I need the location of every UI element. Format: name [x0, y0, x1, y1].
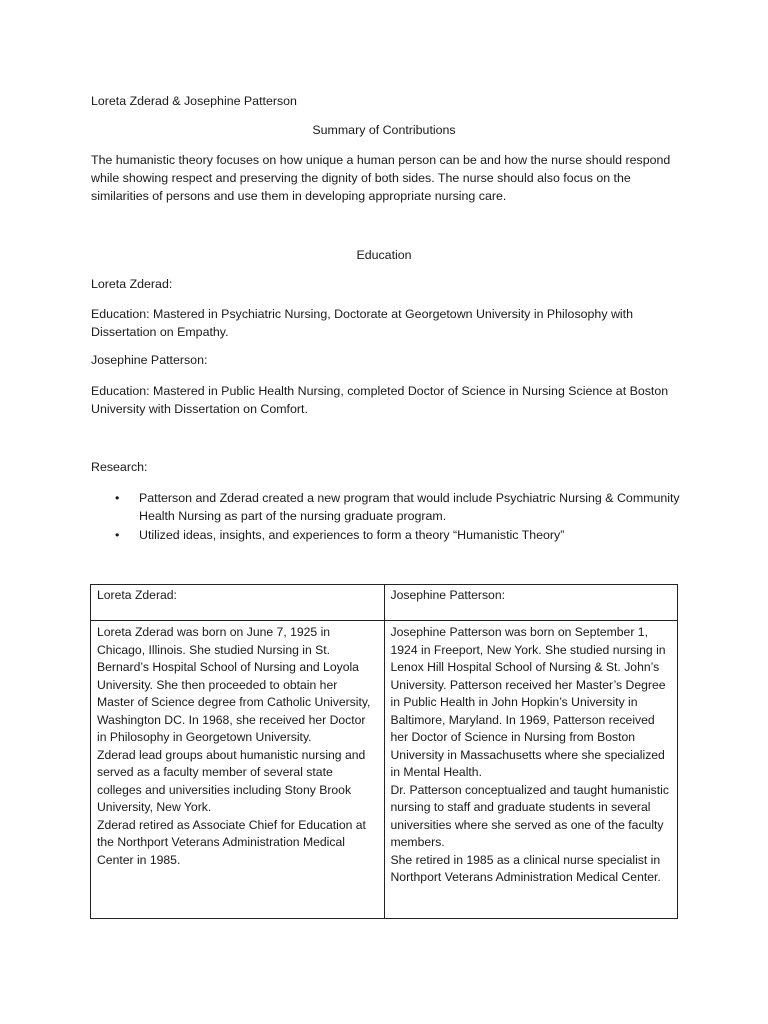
research-label: Research:: [91, 460, 148, 474]
table-row: [91, 621, 678, 919]
patterson-bio-cell: [384, 621, 678, 919]
bullet-icon: •: [115, 528, 120, 542]
patterson-bio-paragraph: Josephine Patterson was born on September 1, 1924 in Freeport, New York. She studied nursing in Lenox Hill Hospital School of Nursing & St. John’s University. Patterson received her Master’s Degree in Public Health in John Hopkin’s University in Baltimore, Maryland. In 1969, Patterson received her Doctor of Science in Nursing from Boston University in Massachusetts where she specialized in Mental Health.: [390, 625, 666, 779]
table-header-zderad: Loreta Zderad:: [91, 585, 385, 621]
zderad-bio-paragraph: Loreta Zderad was born on June 7, 1925 in Chicago, Illinois. She studied Nursing in St. Bernard’s Hospital School of Nursing and Loyola University. She then proceeded to obtain her Master of Science degree from Catholic University, Washington DC. In 1968, she received her Doctor in Philosophy in Georgetown University.: [97, 625, 371, 744]
patterson-education: Education: Mastered in Public Health Nursing, completed Doctor of Science in Nursing Science at Boston University with Dissertation on Comfort.: [91, 384, 669, 416]
research-item-text: Patterson and Zderad created a new program that would include Psychiatric Nursing & Community Health Nursing as part of the nursing graduate program.: [139, 491, 680, 523]
document-title: Loreta Zderad & Josephine Patterson: [91, 94, 297, 108]
zderad-bio-paragraph: Zderad retired as Associate Chief for Education at the Northport Veterans Administration Medical Center in 1985.: [97, 817, 366, 867]
patterson-bio-paragraph: She retired in 1985 as a clinical nurse specialist in Northport Veterans Administration Medical Center.: [390, 852, 661, 884]
education-heading: Education: [356, 248, 412, 262]
list-item: [91, 527, 691, 545]
list-item: [91, 490, 691, 525]
zderad-label: Loreta Zderad:: [91, 277, 173, 291]
intro-paragraph: The humanistic theory focuses on how unique a human person can be and how the nurse should respond while showing respect and preserving the dignity of both sides. The nurse should also focus on the similarities of persons and use them in developing appropriate nursing care.: [91, 153, 671, 203]
research-item-text: Utilized ideas, insights, and experiences to form a theory “Humanistic Theory”: [139, 528, 565, 542]
research-list: [91, 490, 691, 547]
zderad-bio-paragraph: Zderad lead groups about humanistic nursing and served as a faculty member of several state colleges and universities including Stony Brook University, New York.: [97, 747, 366, 814]
bullet-icon: •: [115, 491, 120, 505]
patterson-bio-paragraph: Dr. Patterson conceptualized and taught humanistic nursing to staff and graduate students in several universities where she served as one of the faculty members.: [390, 782, 669, 849]
table-header-row: [91, 585, 678, 621]
patterson-label: Josephine Patterson:: [91, 353, 208, 367]
zderad-bio-cell: [91, 621, 385, 919]
biography-table: [90, 584, 678, 919]
summary-heading: Summary of Contributions: [312, 123, 456, 137]
table-header-patterson: Josephine Patterson:: [384, 585, 678, 621]
zderad-education: Education: Mastered in Psychiatric Nursing, Doctorate at Georgetown University in Philosophy with Dissertation on Empathy.: [91, 307, 633, 339]
